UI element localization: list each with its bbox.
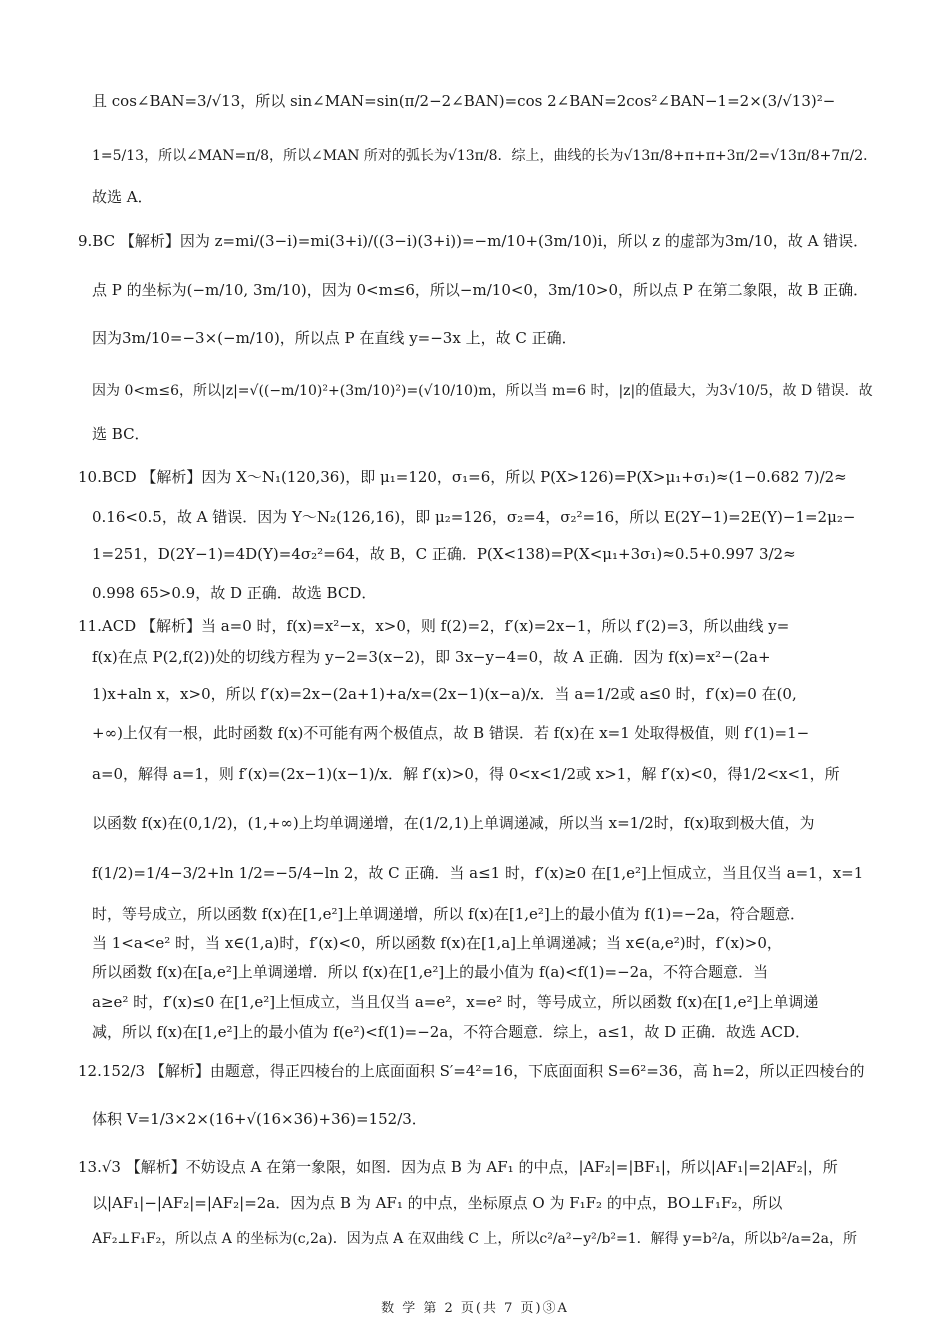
text-line: 时，等号成立，所以函数 f(x)在[1,e²]上单调递增，所以 f(x)在[1,e²]上的最小值为 f(1)=−2a，符合题意． (92, 905, 805, 923)
text-line: 因为3m/10=−3×(−m/10)，所以点 P 在直线 y=−3x 上，故 C 正确． (92, 329, 577, 347)
answer-11-heading: 11.ACD 【解析】当 a=0 时，f(x)=x²−x，x>0，则 f(2)=2，f′(x)=2x−1，所以 f′(2)=3，所以曲线 y= (78, 617, 790, 635)
text-line: 以函数 f(x)在(0,1/2)，(1,+∞)上均单调递增，在(1/2,1)上单调递减，所以当 x=1/2时，f(x)取到极大值，为 (92, 814, 815, 832)
text-line: 1=5/13，所以∠MAN=π/8，所以∠MAN 所对的弧长为√13π/8．综上，曲线的长为√13π/8+π+π+3π/2=√13π/8+7π/2． (92, 148, 878, 164)
answer-9-heading: 9.BC 【解析】因为 z=mi/(3−i)=mi(3+i)/((3−i)(3+i))=−m/10+(3m/10)i，所以 z 的虚部为3m/10，故 A 错误． (78, 232, 869, 250)
text-line: 1)x+aln x，x>0，所以 f′(x)=2x−(2a+1)+a/x=(2x−1)(x−a)/x．当 a=1/2或 a≤0 时，f′(x)=0 在(0, (92, 685, 797, 703)
text-line: 减，所以 f(x)在[1,e²]上的最小值为 f(e²)<f(1)=−2a，不符合题意．综上，a≤1，故 D 正确．故选 ACD． (92, 1023, 811, 1041)
text-line: 以|AF₁|−|AF₂|=|AF₂|=2a．因为点 B 为 AF₁ 的中点，坐标原点 O 为 F₁F₂ 的中点，BO⊥F₁F₂，所以 (92, 1194, 783, 1212)
text-line: 且 cos∠BAN=3/√13，所以 sin∠MAN=sin(π/2−2∠BAN)=cos 2∠BAN=2cos²∠BAN−1=2×(3/√13)²− (92, 92, 836, 110)
text-line: a=0，解得 a=1，则 f′(x)=(2x−1)(x−1)/x．解 f′(x)>0，得 0<x<1/2或 x>1，解 f′(x)<0，得1/2<x<1，所 (92, 765, 840, 783)
text-line: 当 1<a<e² 时，当 x∈(1,a)时，f′(x)<0，所以函数 f(x)在[1,a]上单调递减；当 x∈(a,e²)时，f′(x)>0， (92, 934, 782, 952)
answer-13-heading: 13.√3 【解析】不妨设点 A 在第一象限，如图．因为点 B 为 AF₁ 的中点，|AF₂|=|BF₁|，所以|AF₁|=2|AF₂|，所 (78, 1158, 838, 1176)
text-line: 体积 V=1/3×2×(16+√(16×36)+36)=152/3． (92, 1110, 427, 1128)
text-line: AF₂⊥F₁F₂，所以点 A 的坐标为(c,2a)．因为点 A 在双曲线 C 上，所以c²/a²−y²/b²=1．解得 y=b²/a，所以b²/a=2a，所 (92, 1231, 858, 1247)
page-footer: 数 学 第 2 页(共 7 页)③A (381, 1301, 569, 1316)
text-line: 0.998 65>0.9，故 D 正确．故选 BCD． (92, 584, 377, 602)
text-line: 因为 0<m≤6，所以|z|=√((−m/10)²+(3m/10)²)=(√10/10)m，所以当 m=6 时，|z|的值最大，为3√10/5，故 D 错误．故 (92, 383, 873, 399)
answer-12-heading: 12.152/3 【解析】由题意，得正四棱台的上底面面积 S′=4²=16，下底面面积 S=6²=36，高 h=2，所以正四棱台的 (78, 1062, 865, 1080)
text-line: 故选 A． (92, 188, 153, 206)
answer-10-heading: 10.BCD 【解析】因为 X～N₁(120,36)，即 μ₁=120，σ₁=6，所以 P(X>126)=P(X>μ₁+σ₁)≈(1−0.682 7)/2≈ (78, 468, 847, 486)
text-line: f(1/2)=1/4−3/2+ln 1/2=−5/4−ln 2，故 C 正确．当 a≤1 时，f′(x)≥0 在[1,e²]上恒成立，当且仅当 a=1，x=1 (92, 864, 864, 882)
text-line: a≥e² 时，f′(x)≤0 在[1,e²]上恒成立，当且仅当 a=e²，x=e² 时，等号成立，所以函数 f(x)在[1,e²]上单调递 (92, 993, 819, 1011)
text-line: 1=251，D(2Y−1)=4D(Y)=4σ₂²=64，故 B，C 正确．P(X<138)=P(X<μ₁+3σ₁)≈0.5+0.997 3/2≈ (92, 545, 796, 563)
text-line: 0.16<0.5，故 A 错误．因为 Y～N₂(126,16)，即 μ₂=126，σ₂=4，σ₂²=16，所以 E(2Y−1)=2E(Y)−1=2μ₂− (92, 508, 856, 526)
text-line: 选 BC． (92, 425, 150, 443)
text-line: f(x)在点 P(2,f(2))处的切线方程为 y−2=3(x−2)，即 3x−y−4=0，故 A 正确．因为 f(x)=x²−(2a+ (92, 648, 771, 666)
text-line: +∞)上仅有一根，此时函数 f(x)不可能有两个极值点，故 B 错误．若 f(x)在 x=1 处取得极值，则 f′(1)=1− (92, 724, 810, 742)
text-line: 点 P 的坐标为(−m/10, 3m/10)，因为 0<m≤6，所以−m/10<0，3m/10>0，所以点 P 在第二象限，故 B 正确． (92, 281, 869, 299)
text-line: 所以函数 f(x)在[a,e²]上单调递增．所以 f(x)在[1,e²]上的最小值为 f(a)<f(1)=−2a，不符合题意．当 (92, 963, 769, 981)
